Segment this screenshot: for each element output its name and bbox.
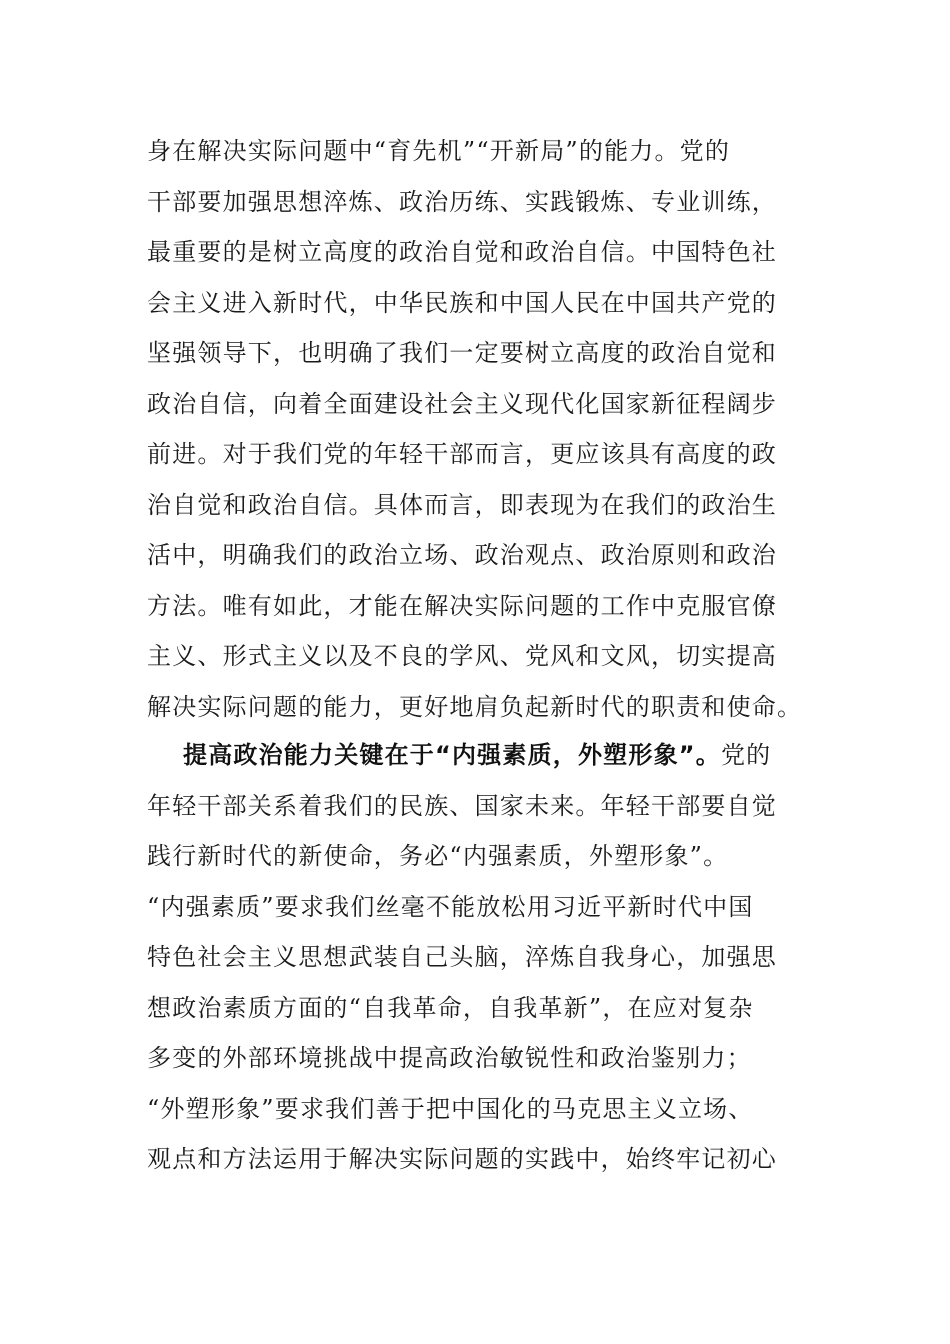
text-line: 身在解决实际问题中“育先机”“开新局”的能力。党的 [147,137,731,165]
text-line: 践行新时代的新使命，务必“内强素质，外塑形象”。 [147,842,729,870]
text-line: “内强素质”要求我们丝毫不能放松用习近平新时代中国 [147,892,754,921]
paragraph-political-awareness [147,126,807,732]
text-line: 观点和方法运用于解决实际问题的实践中，始终牢记初心 [147,1145,777,1173]
text-line: 会主义进入新时代，中华民族和中国人民在中国共产党的 [147,288,777,317]
text-line: 坚强领导下，也明确了我们一定要树立高度的政治自觉和 [147,339,777,367]
text-line: 特色社会主义思想武装自己头脑，淬炼自我身心，加强思 [147,943,777,971]
text-line-continuation: 党的 [720,741,772,769]
text-line-first [147,730,807,781]
text-line: 活中，明确我们的政治立场、政治观点、政治原则和政治 [147,541,777,569]
text-line: 年轻干部关系着我们的民族、国家未来。年轻干部要自觉 [147,791,777,820]
text-line: 多变的外部环境挑战中提高政治敏锐性和政治鉴别力； [147,1044,752,1072]
text-line: “外塑形象”要求我们善于把中国化的马克思主义立场、 [147,1094,754,1123]
paragraph-lead-heading: 提高政治能力关键在于“内强素质，外塑形象”。 [183,741,721,769]
text-line: 干部要加强思想淬炼、政治历练、实践锻炼、专业训练， [147,187,777,216]
text-line: 前进。对于我们党的年轻干部而言，更应该具有高度的政 [147,440,777,468]
paragraph-inner-strength-outer-image [147,730,807,1185]
text-line: 最重要的是树立高度的政治自觉和政治自信。中国特色社 [147,238,777,266]
text-line: 政治自信，向着全面建设社会主义现代化国家新征程阔步 [147,389,777,418]
text-line: 治自觉和政治自信。具体而言，即表现为在我们的政治生 [147,490,777,519]
text-line: 主义、形式主义以及不良的学风、党风和文风，切实提高 [147,642,777,670]
text-line: 想政治素质方面的“自我革命，自我革新”，在应对复杂 [147,993,754,1022]
text-line: 方法。唯有如此，才能在解决实际问题的工作中克服官僚 [147,591,777,620]
text-line: 解决实际问题的能力，更好地肩负起新时代的职责和使命。 [147,692,803,721]
